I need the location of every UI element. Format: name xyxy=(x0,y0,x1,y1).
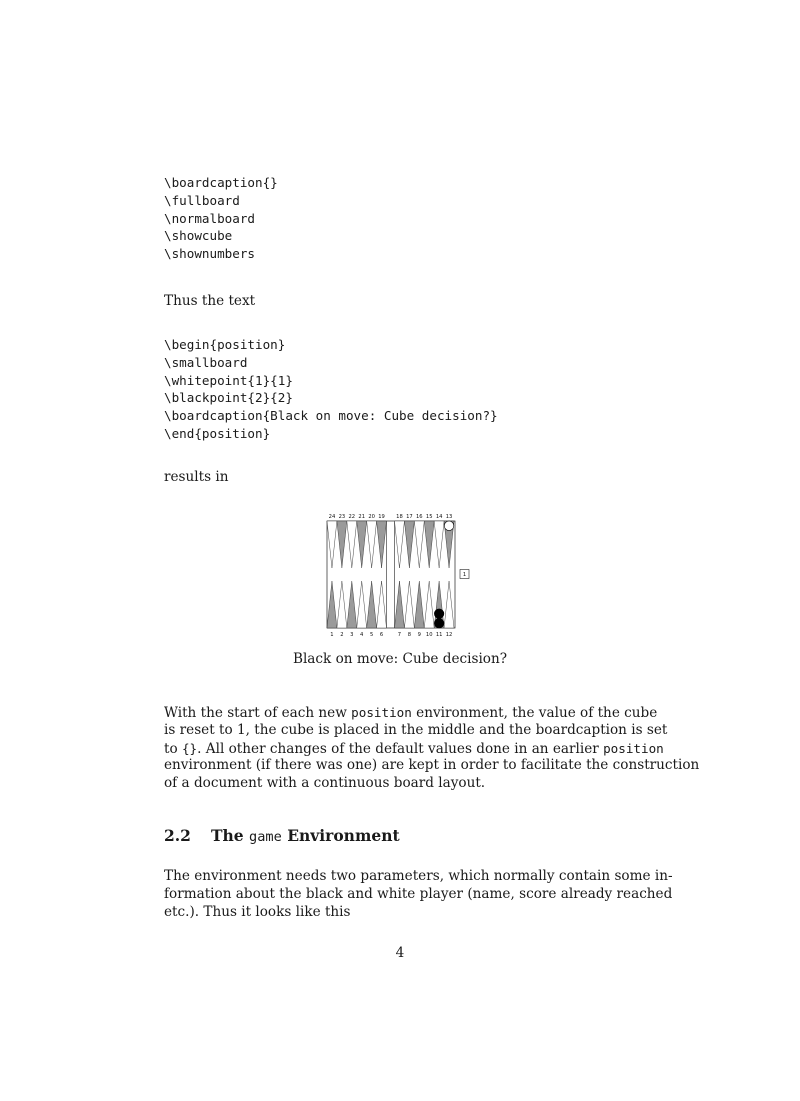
board-point-bottom xyxy=(377,581,387,628)
para-line: With the start of each new position environment, the value of the cube xyxy=(164,705,658,721)
code-block-settings xyxy=(164,174,278,263)
code-line: \shownumbers xyxy=(164,246,255,262)
top-point-number: 22 xyxy=(348,514,356,520)
board-caption: Black on move: Cube decision? xyxy=(292,651,508,667)
bottom-point-number: 8 xyxy=(407,632,412,638)
section-heading xyxy=(164,826,400,845)
para-line: is reset to 1, the cube is placed in the middle and the boardcaption is set xyxy=(164,721,668,738)
board-point-bottom xyxy=(367,581,377,628)
board-point-top xyxy=(347,521,357,568)
board-point-top xyxy=(367,521,377,568)
thus-text: Thus the text xyxy=(164,293,256,309)
bottom-point-number: 2 xyxy=(340,632,344,638)
bottom-point-number: 3 xyxy=(350,632,354,638)
section-title: The game Environment xyxy=(210,826,400,845)
board-point-top xyxy=(327,521,337,568)
board-point-bottom xyxy=(337,581,347,628)
code-line: \boardcaption{Black on move: Cube decision?} xyxy=(164,408,498,424)
code-block-position-example xyxy=(164,336,498,443)
code-line: \whitepoint{1}{1} xyxy=(164,372,293,388)
bottom-point-number: 6 xyxy=(379,632,384,638)
board-point-top xyxy=(337,521,347,568)
board-point-top xyxy=(377,521,387,568)
para-line: of a document with a continuous board layout. xyxy=(164,775,486,792)
code-line: \smallboard xyxy=(164,354,248,370)
board-point-bottom xyxy=(357,581,367,628)
board-point-bottom xyxy=(424,581,434,628)
top-point-number: 24 xyxy=(328,514,336,520)
top-point-number: 23 xyxy=(338,514,346,520)
code-line: \blackpoint{2}{2} xyxy=(164,390,293,406)
para-line: to {}. All other changes of the default values done in an earlier position xyxy=(164,740,664,757)
board-point-top xyxy=(357,521,367,568)
cube-value: 1 xyxy=(462,572,467,578)
board-point-top xyxy=(404,521,414,568)
black-checker xyxy=(434,609,444,619)
code-line: \showcube xyxy=(164,228,233,244)
bottom-point-number: 12 xyxy=(445,632,453,638)
top-point-number: 13 xyxy=(445,514,453,520)
paragraph-game-environment xyxy=(164,868,673,921)
board-point-bottom xyxy=(347,581,357,628)
top-point-number: 21 xyxy=(358,514,366,520)
top-point-number: 20 xyxy=(368,514,375,520)
code-line: \begin{position} xyxy=(164,337,286,352)
backgammon-board-diagram xyxy=(322,510,472,642)
board-point-top xyxy=(434,521,444,568)
top-point-number: 17 xyxy=(406,514,413,520)
top-point-number: 16 xyxy=(415,514,423,520)
bottom-point-number: 11 xyxy=(435,632,443,638)
top-point-number: 19 xyxy=(378,514,385,520)
black-checker xyxy=(434,618,444,628)
bottom-point-numbers xyxy=(330,632,452,638)
top-point-number: 14 xyxy=(435,514,443,520)
board-point-bottom xyxy=(414,581,424,628)
bottom-point-number: 10 xyxy=(425,632,433,638)
board-point-top xyxy=(414,521,424,568)
page-number: 4 xyxy=(395,945,405,961)
code-line: \normalboard xyxy=(164,210,255,226)
bottom-point-number: 4 xyxy=(360,632,364,638)
para-line: formation about the black and white player (name, score already reached xyxy=(164,885,673,902)
bottom-point-number: 9 xyxy=(417,632,421,638)
board-point-bottom xyxy=(395,581,405,628)
para-line: environment (if there was one) are kept in order to facilitate the construction xyxy=(164,757,700,774)
code-line: \fullboard xyxy=(164,192,240,208)
top-point-number: 15 xyxy=(425,514,433,520)
bottom-point-number: 5 xyxy=(369,632,374,638)
bottom-point-number: 1 xyxy=(330,632,334,638)
board-point-bottom xyxy=(327,581,337,628)
paragraph-position-reset xyxy=(164,704,700,793)
board-point-top xyxy=(395,521,405,568)
code-line: \boardcaption{} xyxy=(164,175,278,190)
top-point-numbers xyxy=(329,514,453,520)
para-line: The environment needs two parameters, which normally contain some in- xyxy=(164,868,673,884)
top-point-number: 18 xyxy=(396,514,403,520)
board-point-bottom xyxy=(444,581,454,628)
results-in-text: results in xyxy=(164,469,229,485)
section-number: 2.2 xyxy=(164,826,191,845)
board-point-top xyxy=(424,521,434,568)
bottom-point-number: 7 xyxy=(397,632,402,638)
para-line: etc.). Thus it looks like this xyxy=(164,903,351,920)
code-line: \end{position} xyxy=(164,425,271,441)
white-checker xyxy=(444,521,454,531)
board-point-bottom xyxy=(404,581,414,628)
